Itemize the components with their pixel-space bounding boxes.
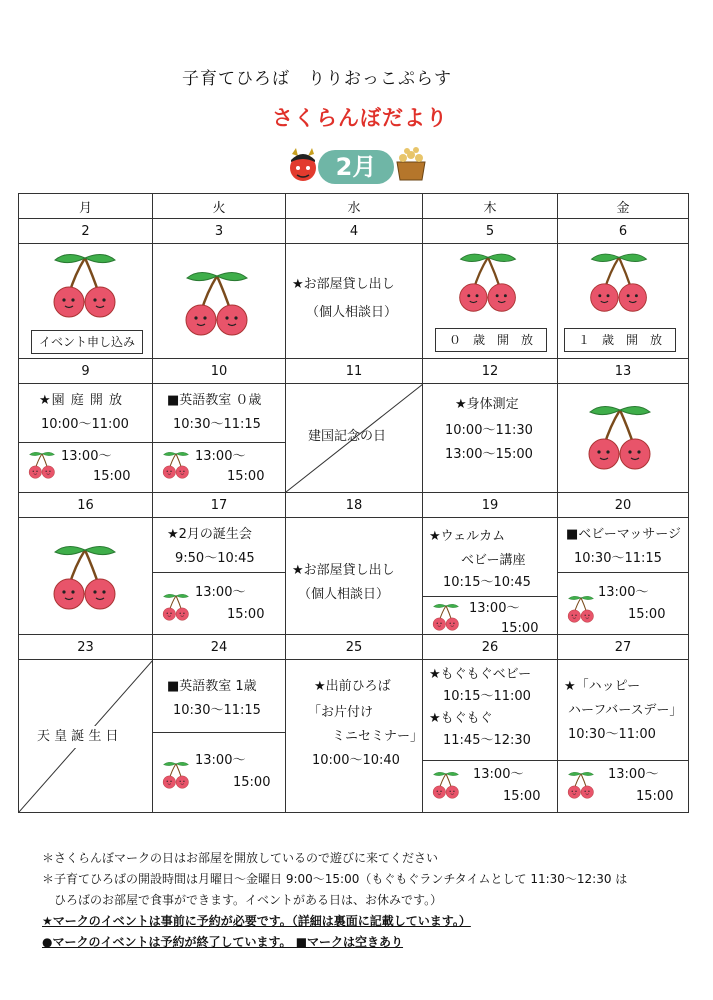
event-line: ★「ハッピー xyxy=(564,679,641,694)
date-number: 23 xyxy=(19,635,153,660)
date-number: 19 xyxy=(423,493,558,518)
time-line: 13:00～ xyxy=(469,601,520,616)
day-cell-4 xyxy=(286,244,423,359)
time-line: 15:00 xyxy=(227,469,265,484)
time-line: 15:00 xyxy=(636,789,674,804)
date-number: 4 xyxy=(286,219,423,244)
event-line: 10:15～10:45 xyxy=(443,575,531,590)
cherry-small-icon xyxy=(431,602,461,632)
day-cell-25 xyxy=(286,660,423,813)
day-cell-6 xyxy=(558,244,689,359)
time-line: 15:00 xyxy=(628,607,666,622)
event-line: 9:50～10:45 xyxy=(175,551,255,566)
time-line: 13:00～ xyxy=(598,585,649,600)
weekday-tue: 火 xyxy=(153,194,286,219)
event-line: ★お部屋貸し出し xyxy=(292,277,395,292)
day-cell-26 xyxy=(423,660,558,813)
event-line: 10:00～11:30 xyxy=(445,423,533,438)
event-line: ★身体測定 xyxy=(455,397,519,412)
note-cherry: ＊さくらんぼマークの日はお部屋を開放しているので遊びに来てください xyxy=(42,851,439,865)
cherry-small-icon xyxy=(566,594,596,624)
time-line: 13:00～ xyxy=(608,767,659,782)
cherry-small-icon xyxy=(161,760,191,790)
day-cell-11 xyxy=(286,384,423,493)
time-line: 13:00～ xyxy=(473,767,524,782)
event-line: 10:30～11:15 xyxy=(574,551,662,566)
date-number: 18 xyxy=(286,493,423,518)
day-cell-27 xyxy=(558,660,689,813)
holiday-label: 建国記念の日 xyxy=(308,429,387,444)
event-line: 10:00～10:40 xyxy=(312,753,400,768)
cherry-small-icon xyxy=(566,770,596,800)
day-cell-13 xyxy=(558,384,689,493)
cherry-small-icon xyxy=(431,770,461,800)
event-line: ★もぐもぐベビー xyxy=(429,667,532,682)
date-number: 10 xyxy=(153,359,286,384)
event-line: 「お片付け xyxy=(308,705,374,720)
date-number: 11 xyxy=(286,359,423,384)
day-cell-23 xyxy=(19,660,153,813)
bean-box-icon xyxy=(394,146,428,182)
time-line: 15:00 xyxy=(233,775,271,790)
weekday-wed: 水 xyxy=(286,194,423,219)
note-hours: ＊子育てひろばの開設時間は月曜日～金曜日 9:00～15:00（もぐもぐランチタイムとして 11:30～12:30 は xyxy=(42,872,628,886)
note-star: ★マークのイベントは事前に予約が必要です。（詳細は裏面に記載しています。） xyxy=(42,914,471,928)
date-number: 25 xyxy=(286,635,423,660)
day-cell-24 xyxy=(153,660,286,813)
time-line: 15:00 xyxy=(501,621,539,636)
oni-icon xyxy=(286,146,320,184)
time-line: 15:00 xyxy=(227,607,265,622)
day-cell-2 xyxy=(19,244,153,359)
event-line: 10:30～11:00 xyxy=(568,727,656,742)
date-number: 20 xyxy=(558,493,689,518)
event-box: ０ 歳 開 放 xyxy=(435,328,547,352)
event-line: 13:00～15:00 xyxy=(445,447,533,462)
event-line: 10:30～11:15 xyxy=(173,703,261,718)
day-cell-3 xyxy=(153,244,286,359)
note-circle: ●マークのイベントは予約が終了しています。 ■マークは空きあり xyxy=(42,935,404,949)
day-cell-20 xyxy=(558,518,689,635)
time-line: 13:00～ xyxy=(195,753,246,768)
day-cell-9 xyxy=(19,384,153,493)
event-line: ■ベビーマッサージ xyxy=(566,527,681,542)
date-number: 24 xyxy=(153,635,286,660)
event-line: ★もぐもぐ xyxy=(429,711,493,726)
time-line: 15:00 xyxy=(93,469,131,484)
event-line: （個人相談日） xyxy=(306,305,398,320)
holiday-label: 天 皇 誕 生 日 xyxy=(37,726,119,748)
date-number: 26 xyxy=(423,635,558,660)
date-number: 13 xyxy=(558,359,689,384)
event-line: ハーフバースデー」 xyxy=(568,703,683,718)
event-line: 10:30～11:15 xyxy=(173,417,261,432)
event-box: イベント申し込み xyxy=(31,330,143,354)
cherry-small-icon xyxy=(27,450,57,480)
day-cell-17 xyxy=(153,518,286,635)
day-cell-16 xyxy=(19,518,153,635)
day-cell-10 xyxy=(153,384,286,493)
event-box: １ 歳 開 放 xyxy=(564,328,676,352)
day-cell-12 xyxy=(423,384,558,493)
calendar-table xyxy=(18,193,689,813)
day-cell-18 xyxy=(286,518,423,635)
time-line: 15:00 xyxy=(503,789,541,804)
note-hours-cont: ひろばのお部屋で食事ができます。イベントがある日は、お休みです。） xyxy=(54,893,443,907)
time-line: 13:00～ xyxy=(195,449,246,464)
event-line: ★出前ひろば xyxy=(314,679,391,694)
event-line: 10:00～11:00 xyxy=(41,417,129,432)
weekday-thu: 木 xyxy=(423,194,558,219)
cherry-small-icon xyxy=(161,592,191,622)
event-line: 10:15～11:00 xyxy=(443,689,531,704)
weekday-mon: 月 xyxy=(19,194,153,219)
event-line: ■英語教室 ０歳 xyxy=(167,393,262,408)
event-line: ★園 庭 開 放 xyxy=(39,393,124,408)
event-line: ★ウェルカム xyxy=(429,529,506,544)
time-line: 13:00～ xyxy=(61,449,112,464)
date-number: 17 xyxy=(153,493,286,518)
date-number: 9 xyxy=(19,359,153,384)
date-number: 27 xyxy=(558,635,689,660)
cherry-icon xyxy=(586,250,652,314)
date-number: 3 xyxy=(153,219,286,244)
cherry-icon xyxy=(455,250,521,314)
event-line: ベビー講座 xyxy=(461,553,526,568)
date-number: 16 xyxy=(19,493,153,518)
cherry-icon xyxy=(181,268,253,338)
notes xyxy=(42,848,682,953)
date-number: 6 xyxy=(558,219,689,244)
time-line: 13:00～ xyxy=(195,585,246,600)
date-number: 5 xyxy=(423,219,558,244)
weekday-fri: 金 xyxy=(558,194,689,219)
cherry-icon xyxy=(49,542,121,612)
cherry-icon xyxy=(584,402,656,472)
month-badge: 2月 xyxy=(318,150,394,184)
org-name: 子育てひろば りりおっこぷらす xyxy=(182,69,452,89)
day-cell-19 xyxy=(423,518,558,635)
event-line: ミニセミナー」 xyxy=(332,729,424,744)
event-line: ★お部屋貸し出し xyxy=(292,563,395,578)
date-number: 2 xyxy=(19,219,153,244)
date-number: 12 xyxy=(423,359,558,384)
cherry-small-icon xyxy=(161,450,191,480)
event-line: 11:45～12:30 xyxy=(443,733,531,748)
cherry-icon xyxy=(49,250,121,320)
day-cell-5 xyxy=(423,244,558,359)
event-line: ★2月の誕生会 xyxy=(167,527,252,542)
newsletter-title: さくらんぼだより xyxy=(272,106,448,130)
event-line: （個人相談日） xyxy=(298,587,390,602)
event-line: ■英語教室 1歳 xyxy=(167,679,257,694)
